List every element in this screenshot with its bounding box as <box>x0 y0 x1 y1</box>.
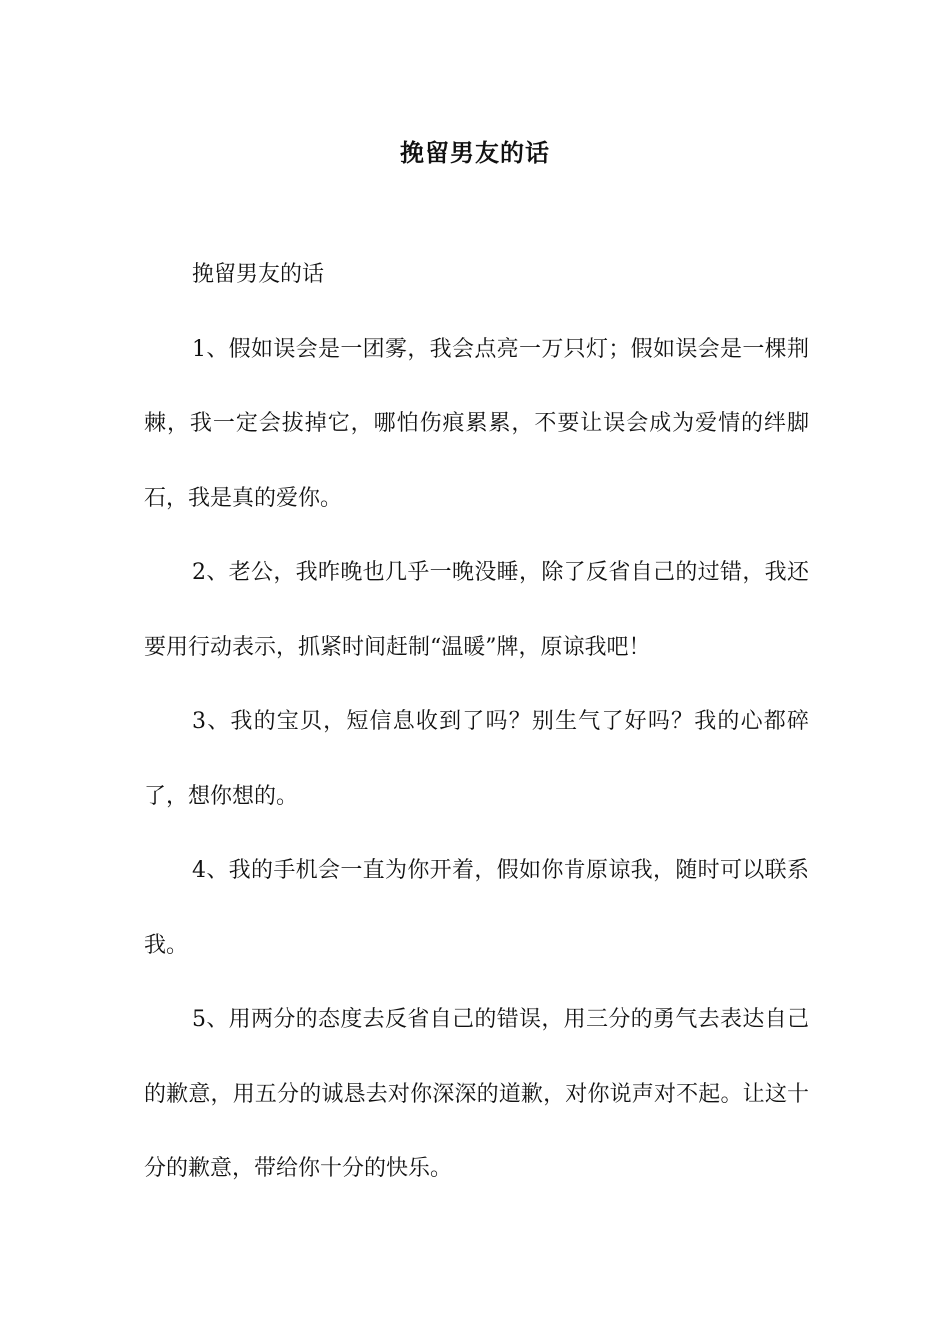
body-paragraph: 3、我的宝贝，短信息收到了吗？别生气了好吗？我的心都碎了，想你想的。 <box>144 709 809 809</box>
body-paragraph: 挽留男友的话 <box>192 262 325 287</box>
body-paragraph: 5、用两分的态度去反省自己的错误，用三分的勇气去表达自己的歉意，用五分的诚恳去对你深深的道歉，对你说声对不起。让这十分的歉意，带给你十分的快乐。 <box>144 1007 809 1181</box>
body-paragraph: 1、假如误会是一团雾，我会点亮一万只灯；假如误会是一棵荆棘，我一定会拔掉它，哪怕伤痕累累，不要让误会成为爱情的绊脚石，我是真的爱你。 <box>144 336 809 511</box>
body-paragraph: 4、我的手机会一直为你开着，假如你肯原谅我，随时可以联系我。 <box>144 858 809 958</box>
document-body <box>144 238 809 1207</box>
body-paragraph: 2、老公，我昨晚也几乎一晚没睡，除了反省自己的过错，我还要用行动表示，抓紧时间赶制“温暖”牌，原谅我吧！ <box>144 560 809 660</box>
document-title: 挽留男友的话 <box>400 138 550 167</box>
